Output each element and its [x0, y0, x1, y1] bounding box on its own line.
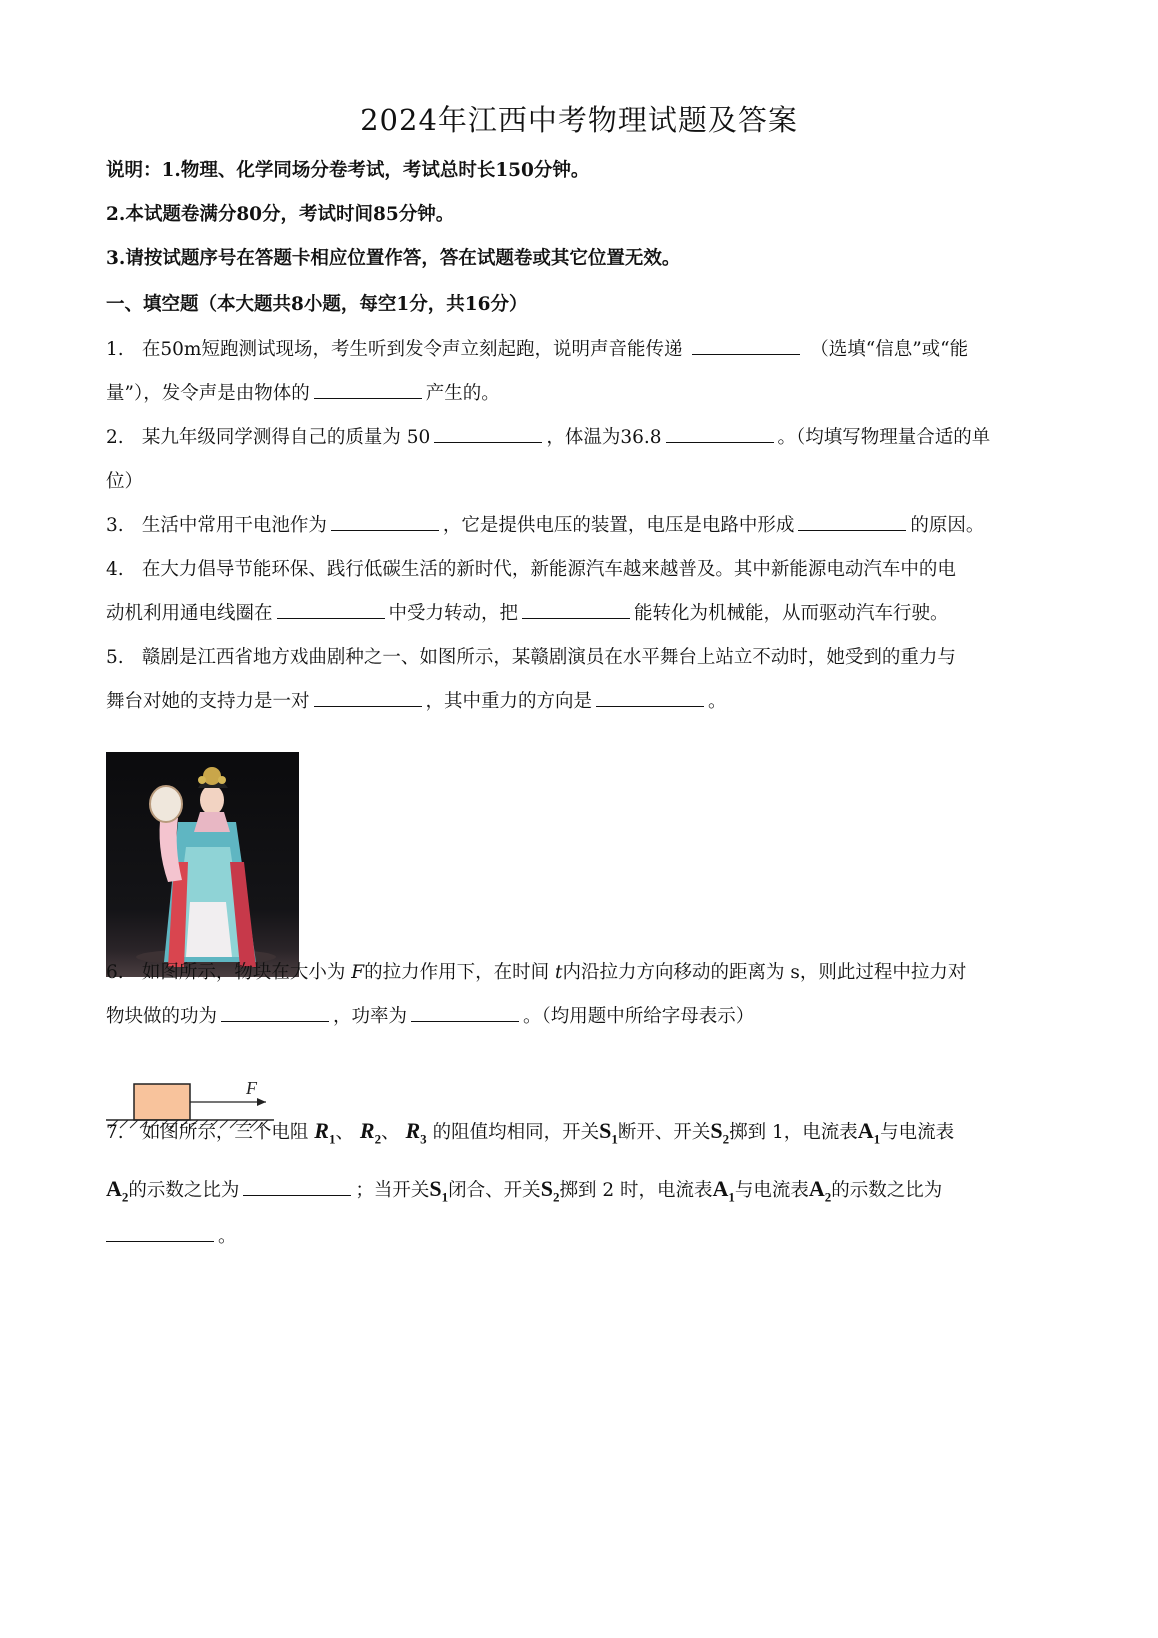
page-title: 2024年江西中考物理试题及答案 [360, 103, 798, 137]
answer-blank[interactable] [666, 424, 774, 443]
note-1: 说明：1.物理、化学同场分卷考试，考试总时长150分钟。 [106, 160, 590, 181]
answer-blank[interactable] [277, 600, 385, 619]
note-2: 2.本试题卷满分80分，考试时间85分钟。 [106, 204, 455, 225]
answer-blank[interactable] [331, 512, 439, 531]
answer-blank[interactable] [411, 1003, 519, 1022]
block [134, 1084, 190, 1120]
question-4-line-1: 4. 在大力倡导节能环保、践行低碳生活的新时代，新能源汽车越来越普及。其中新能源电动汽车中的电 [106, 559, 956, 580]
answer-blank[interactable] [314, 688, 422, 707]
question-7-line-2: $A_2$的示数之比为 ；当开关$S_1$闭合、开关$S_2$掷到 2 时，电流表$A_1$与电流表$A_2$的示数之比为 [106, 1176, 943, 1205]
section-heading: 一、填空题（本大题共8小题，每空1分，共16分） [106, 294, 528, 315]
question-6-line-1: 6. 如图所示，物块在大小为 F的拉力作用下，在时间 t内沿拉力方向移动的距离为 s，则此过程中拉力对 [106, 962, 967, 983]
answer-blank[interactable] [798, 512, 906, 531]
answer-blank[interactable] [243, 1177, 351, 1196]
question-5-line-1: 5. 赣剧是江西省地方戏曲剧种之一、如图所示，某赣剧演员在水平舞台上站立不动时，她受到的重力与 [106, 647, 956, 668]
force-label: F [246, 1078, 257, 1098]
note-3: 3.请按试题序号在答题卡相应位置作答，答在试题卷或其它位置无效。 [106, 248, 681, 269]
question-6-line-2: 物块做的功为 ，功率为 。（均用题中所给字母表示） [106, 1002, 754, 1028]
question-4-line-2: 动机利用通电线圈在 中受力转动，把 能转化为机械能，从而驱动汽车行驶。 [106, 599, 949, 625]
arrow-head-icon [257, 1098, 266, 1106]
answer-blank[interactable] [434, 424, 542, 443]
answer-blank[interactable] [314, 380, 422, 399]
question-1-line-1: 1. 在50m短跑测试现场，考生听到发令声立刻起跑，说明声音能传递 （选填“信息”或“能 [106, 335, 968, 361]
answer-blank[interactable] [221, 1003, 329, 1022]
performer-illustration [106, 752, 299, 977]
answer-blank[interactable] [522, 600, 630, 619]
question-2-line-2: 位） [106, 471, 144, 492]
answer-blank[interactable] [692, 336, 800, 355]
question-7-line-3: 。 [106, 1222, 237, 1248]
question-1-line-2: 量”），发令声是由物体的 产生的。 [106, 379, 500, 405]
answer-blank[interactable] [106, 1223, 214, 1242]
question-7-line-1: 7. 如图所示，三个电阻 $R_1$、 $R_2$、 $R_3$ 的阻值均相同，开关$S_1$断开、开关$S_2$掷到 1，电流表$A_1$与电流表 [106, 1118, 955, 1147]
question-5-line-2: 舞台对她的支持力是一对 ，其中重力的方向是 。 [106, 687, 727, 713]
opera-performer-photo [106, 752, 299, 977]
question-3: 3. 生活中常用干电池作为 ，它是提供电压的装置，电压是电路中形成 的原因。 [106, 511, 984, 537]
answer-blank[interactable] [596, 688, 704, 707]
question-2-line-1: 2. 某九年级同学测得自己的质量为 50 ，体温为36.8 。（均填写物理量合适的单 [106, 423, 990, 449]
